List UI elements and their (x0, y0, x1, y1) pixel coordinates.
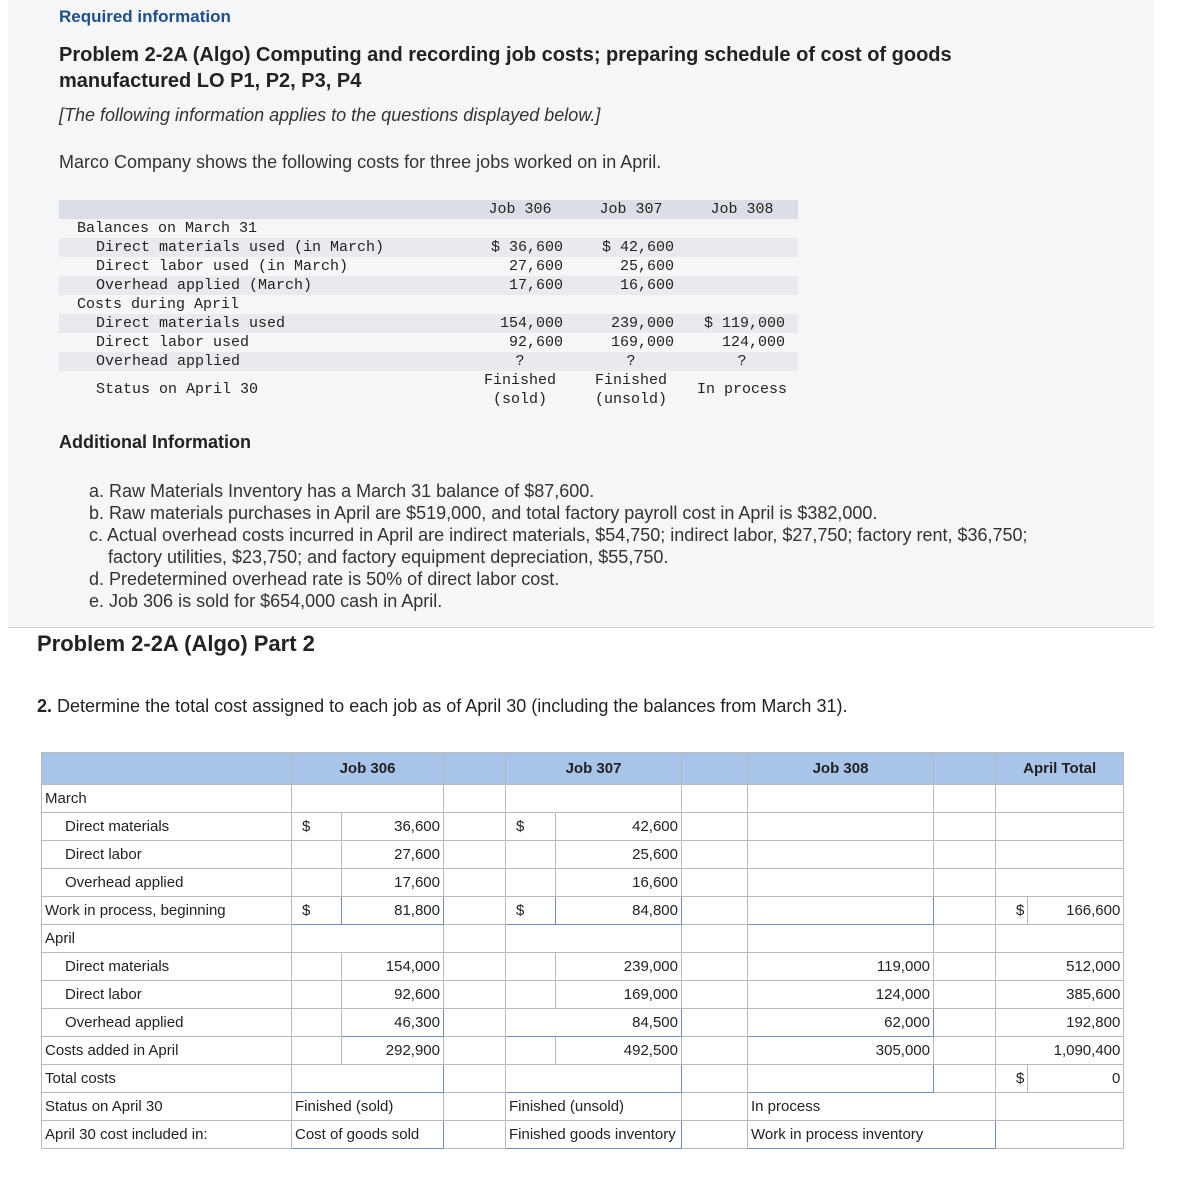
dm-march-306: $ 36,600 (490, 239, 563, 256)
dm-april-308: $ 119,000 (703, 315, 785, 332)
info-item-e: e. Job 306 is sold for $654,000 cash in April. (89, 591, 443, 611)
dm-march-row-label: Direct materials (42, 813, 292, 841)
status-308: In process (696, 381, 787, 398)
oh-march-label: Overhead applied (March) (96, 277, 313, 294)
additional-info-heading: Additional Information (59, 432, 251, 452)
additional-info-list (89, 480, 1139, 612)
part-title: Problem 2-2A (Algo) Part 2 (37, 631, 315, 656)
oh-april-label: Overhead applied (96, 353, 241, 370)
dl-march-306: 27,600 (508, 258, 563, 275)
j307-wip-beginning[interactable]: 84,800 (556, 897, 682, 925)
oh-march-307: 16,600 (619, 277, 674, 294)
oh-april-307: ? (626, 353, 636, 370)
status-307-line1: Finished (594, 372, 667, 389)
header-job306: Job 306 (292, 753, 444, 785)
j306-wip-beginning[interactable]: 81,800 (342, 897, 444, 925)
total-wip-beginning[interactable]: 166,600 (1028, 897, 1124, 925)
total-dm-april: 512,000 (996, 953, 1124, 981)
table-header-row (42, 753, 1124, 785)
j308-total-costs[interactable] (748, 1065, 934, 1093)
table-row (42, 981, 1124, 1009)
oh-april-306: ? (515, 353, 525, 370)
balances-heading: Balances on March 31 (77, 220, 258, 237)
given-table-header (59, 200, 798, 219)
dollar-sign: $ (996, 897, 1028, 925)
j307-status: Finished (unsold) (506, 1093, 682, 1121)
header-blank (444, 753, 506, 785)
dm-april-307: 239,000 (610, 315, 674, 332)
j308-oh-april[interactable]: 62,000 (748, 1009, 934, 1037)
j308-oh-march[interactable] (748, 869, 934, 897)
j307-dl-march: 25,600 (556, 841, 682, 869)
wip-beginning-label: Work in process, beginning (42, 897, 292, 925)
table-row (42, 869, 1124, 897)
j306-dm-april: 154,000 (342, 953, 444, 981)
j308-account-select[interactable]: Work in process inventory (748, 1121, 996, 1149)
j306-account-select[interactable]: Cost of goods sold (292, 1121, 444, 1149)
table-row (42, 841, 1124, 869)
total-dl-march[interactable] (996, 841, 1124, 869)
header-job308: Job 308 (748, 753, 934, 785)
table-row (42, 785, 1124, 813)
j306-oh-march: 17,600 (342, 869, 444, 897)
header-blank (42, 753, 292, 785)
dollar-sign: $ (506, 813, 556, 841)
dl-march-label: Direct labor used (in March) (96, 258, 349, 275)
info-note: [The following information applies to the questions displayed below.] (59, 105, 601, 125)
question-text (37, 696, 847, 717)
j308-dl-march[interactable] (748, 841, 934, 869)
j308-dl-april: 124,000 (748, 981, 934, 1009)
j306-status: Finished (sold) (292, 1093, 444, 1121)
j306-oh-april[interactable]: 46,300 (342, 1009, 444, 1037)
dollar-sign: $ (292, 897, 342, 925)
dollar-sign: $ (292, 813, 342, 841)
status-306-line1: Finished (483, 372, 556, 389)
status-label: Status on April 30 (96, 381, 259, 398)
given-header-job306: Job 306 (488, 201, 552, 218)
dollar-sign: $ (506, 897, 556, 925)
dm-april-label: Direct materials used (96, 315, 286, 332)
j307-account-select[interactable]: Finished goods inventory (506, 1121, 682, 1149)
status-april-label: Status on April 30 (42, 1093, 292, 1121)
info-item-a: a. Raw Materials Inventory has a March 31 balance of $87,600. (89, 481, 595, 501)
total-oh-march[interactable] (996, 869, 1124, 897)
required-information-heading: Required information (59, 7, 231, 26)
dm-april-row-label: Direct materials (42, 953, 292, 981)
table-row (42, 1121, 1124, 1149)
problem-title: Problem 2-2A (Algo) Computing and recording job costs; preparing schedule of cost of goods manufactured LO P1, P2, P3, P4 (59, 44, 952, 92)
j306-dl-april: 92,600 (342, 981, 444, 1009)
info-item-c-cont: factory utilities, $23,750; and factory equipment depreciation, $55,750. (108, 547, 669, 567)
info-item-c: c. Actual overhead costs incurred in April are indirect materials, $54,750; indirect labor, $27,750; factory rent, $36,750; (89, 525, 1028, 545)
j308-status: In process (748, 1093, 996, 1121)
dm-april-306: 154,000 (499, 315, 563, 332)
dl-april-label: Direct labor used (96, 334, 250, 351)
table-row (42, 1093, 1124, 1121)
question-number: 2. (37, 696, 53, 716)
total-dl-april: 385,600 (996, 981, 1124, 1009)
j307-oh-april[interactable]: 84,500 (556, 1009, 682, 1037)
j307-costs-added[interactable]: 492,500 (556, 1037, 682, 1065)
dollar-sign: $ (996, 1065, 1028, 1093)
j307-dl-april: 169,000 (556, 981, 682, 1009)
j306-costs-added[interactable]: 292,900 (342, 1037, 444, 1065)
table-row (42, 925, 1124, 953)
total-total-costs[interactable]: 0 (1028, 1065, 1124, 1093)
intro-text: Marco Company shows the following costs for three jobs worked on in April. (59, 152, 662, 172)
given-header-job307: Job 307 (599, 201, 663, 218)
dl-april-308: 124,000 (721, 334, 785, 351)
cost-included-label: April 30 cost included in: (42, 1121, 292, 1149)
j307-total-costs[interactable] (506, 1065, 682, 1093)
header-blank (682, 753, 748, 785)
j306-dm-march: 36,600 (342, 813, 444, 841)
dl-april-306: 92,600 (508, 334, 563, 351)
dl-april-row-label: Direct labor (42, 981, 292, 1009)
oh-march-row-label: Overhead applied (42, 869, 292, 897)
question-body: Determine the total cost assigned to each job as of April 30 (including the balances from March 31). (57, 696, 848, 716)
j307-dm-april: 239,000 (556, 953, 682, 981)
status-306-line2: (sold) (492, 391, 547, 408)
j306-total-costs[interactable] (292, 1065, 444, 1093)
header-job307: Job 307 (506, 753, 682, 785)
table-row (42, 897, 1124, 925)
table-row (42, 1037, 1124, 1065)
table-row (42, 1009, 1124, 1037)
dl-april-307: 169,000 (610, 334, 674, 351)
j308-dm-april: 119,000 (748, 953, 934, 981)
total-costs-added: 1,090,400 (996, 1037, 1124, 1065)
header-april-total: April Total (996, 753, 1124, 785)
oh-march-306: 17,600 (508, 277, 563, 294)
total-oh-april: 192,800 (996, 1009, 1124, 1037)
dm-march-label: Direct materials used (in March) (96, 239, 385, 256)
j306-dl-march: 27,600 (342, 841, 444, 869)
j307-oh-march: 16,600 (556, 869, 682, 897)
april-label: April (42, 925, 292, 953)
info-item-b: b. Raw materials purchases in April are $519,000, and total factory payroll cost in April is $382,000. (89, 503, 878, 523)
total-dm-march[interactable] (996, 813, 1124, 841)
j308-dm-march[interactable] (748, 813, 934, 841)
info-item-d: d. Predetermined overhead rate is 50% of direct labor cost. (89, 569, 560, 589)
dl-march-row-label: Direct labor (42, 841, 292, 869)
header-blank (934, 753, 996, 785)
table-row (42, 1065, 1124, 1093)
j308-costs-added[interactable]: 305,000 (748, 1037, 934, 1065)
status-307-line2: (unsold) (594, 391, 667, 408)
j308-wip-beginning[interactable] (748, 897, 934, 925)
april-costs-heading: Costs during April (77, 296, 240, 313)
job-cost-table (41, 752, 1124, 1149)
table-row (42, 953, 1124, 981)
oh-april-308: ? (737, 353, 747, 370)
dl-march-307: 25,600 (619, 258, 674, 275)
j307-dm-march: 42,600 (556, 813, 682, 841)
given-header-job308: Job 308 (710, 201, 774, 218)
costs-added-label: Costs added in April (42, 1037, 292, 1065)
total-costs-label: Total costs (42, 1065, 292, 1093)
oh-april-row-label: Overhead applied (42, 1009, 292, 1037)
march-label: March (42, 785, 292, 813)
dm-march-307: $ 42,600 (601, 239, 674, 256)
table-row (42, 813, 1124, 841)
